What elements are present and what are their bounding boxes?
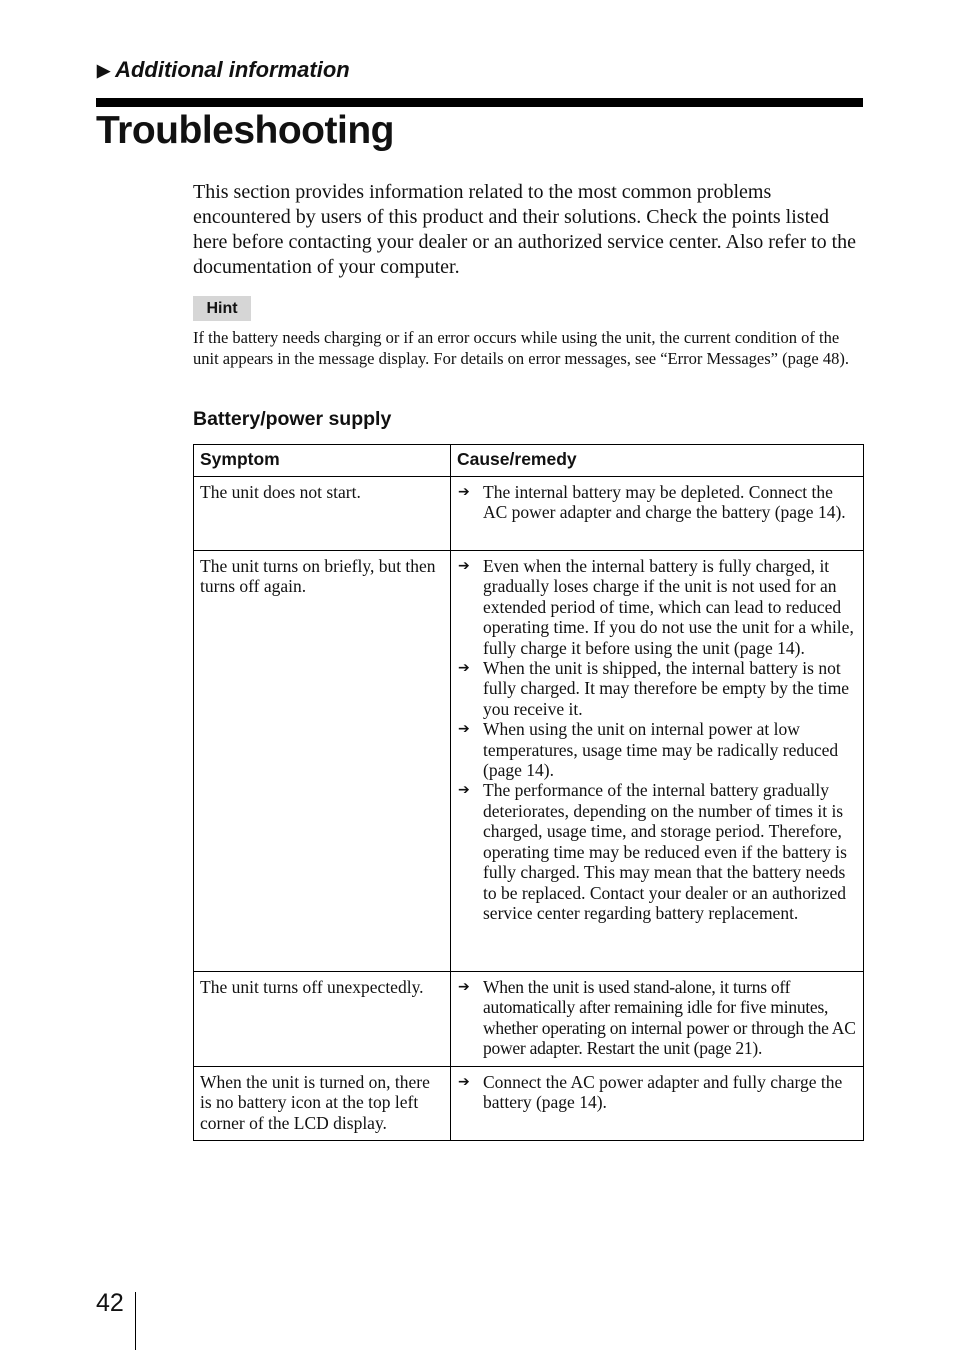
remedy-text: The performance of the internal battery gradually deteriorates, depending on the number of times it is charged, usage time, and storage period. Therefore, operating time may be reduced even if the battery is fully charged. This may mean that the battery needs to be replaced. Contact your dealer or an authorized service center regarding battery replacement. [483, 780, 847, 923]
intro-paragraph: This section provides information related to the most common problems encountered by users of this product and their solutions. Check the points listed here before contacting your dealer or an authorized service center. Also refer to the documentation of your computer. [193, 181, 857, 278]
triangle-marker-icon: ▶ [97, 61, 111, 80]
remedy-text: Connect the AC power adapter and fully charge the battery (page 14). [483, 1072, 843, 1113]
remedy-cell [451, 477, 864, 551]
arrow-right-icon: ➔ [458, 721, 470, 738]
remedy-item [457, 1072, 858, 1113]
remedy-cell [451, 1067, 864, 1141]
arrow-right-icon: ➔ [458, 660, 470, 677]
table-row [194, 972, 864, 1067]
hint-badge: Hint [193, 296, 251, 321]
remedy-text: When the unit is used stand-alone, it turns off automatically after remaining idle for five minutes, whether operating on internal power or through the AC power adapter. Restart the unit (page 21). [483, 977, 856, 1059]
table-row [194, 477, 864, 551]
remedy-item [457, 780, 858, 923]
arrow-right-icon: ➔ [458, 979, 470, 995]
arrow-right-icon: ➔ [458, 558, 470, 574]
troubleshooting-table [193, 444, 864, 1141]
remedy-text: When the unit is shipped, the internal battery is not fully charged. It may therefore be empty by the time you receive it. [483, 658, 850, 719]
column-header-cause-remedy: Cause/remedy [451, 445, 864, 477]
remedy-item [457, 977, 858, 1059]
remedy-item [457, 658, 858, 719]
section-label: Additional information [115, 57, 350, 82]
page-number: 42 [96, 1289, 124, 1317]
arrow-right-icon: ➔ [458, 484, 470, 500]
arrow-right-icon: ➔ [458, 782, 470, 799]
remedy-text: When using the unit on internal power at low temperatures, usage time may be radically reduced (page 14). [483, 719, 839, 781]
table-row [194, 551, 864, 972]
page-number-rule [135, 1292, 136, 1350]
section-header [97, 56, 350, 85]
page-title: Troubleshooting [96, 109, 394, 152]
symptom-cell: The unit turns on briefly, but then turns off again. [194, 551, 451, 972]
remedy-cell [451, 972, 864, 1067]
remedy-text: The internal battery may be depleted. Connect the AC power adapter and charge the battery (page 14). [483, 482, 846, 523]
arrow-right-icon: ➔ [458, 1074, 470, 1090]
table-header-row [194, 445, 864, 477]
symptom-cell: The unit does not start. [194, 477, 451, 551]
symptom-cell: The unit turns off unexpectedly. [194, 972, 451, 1067]
remedy-item [457, 719, 858, 780]
table-row [194, 1067, 864, 1141]
remedy-text: Even when the internal battery is fully charged, it gradually loses charge if the unit is not used for an extended period of time, which can lead to reduced operating time. If you do not use the unit for a while, fully charge it before using the unit (page 14). [483, 556, 854, 658]
remedy-cell [451, 551, 864, 972]
remedy-item [457, 556, 858, 658]
subsection-title: Battery/power supply [193, 408, 392, 430]
symptom-cell: When the unit is turned on, there is no battery icon at the top left corner of the LCD display. [194, 1067, 451, 1141]
column-header-symptom: Symptom [194, 445, 451, 477]
remedy-item [457, 482, 858, 523]
hint-text: If the battery needs charging or if an error occurs while using the unit, the current condition of the unit appears in the message display. For details on error messages, see “Error Messages” (page 48). [193, 328, 849, 368]
